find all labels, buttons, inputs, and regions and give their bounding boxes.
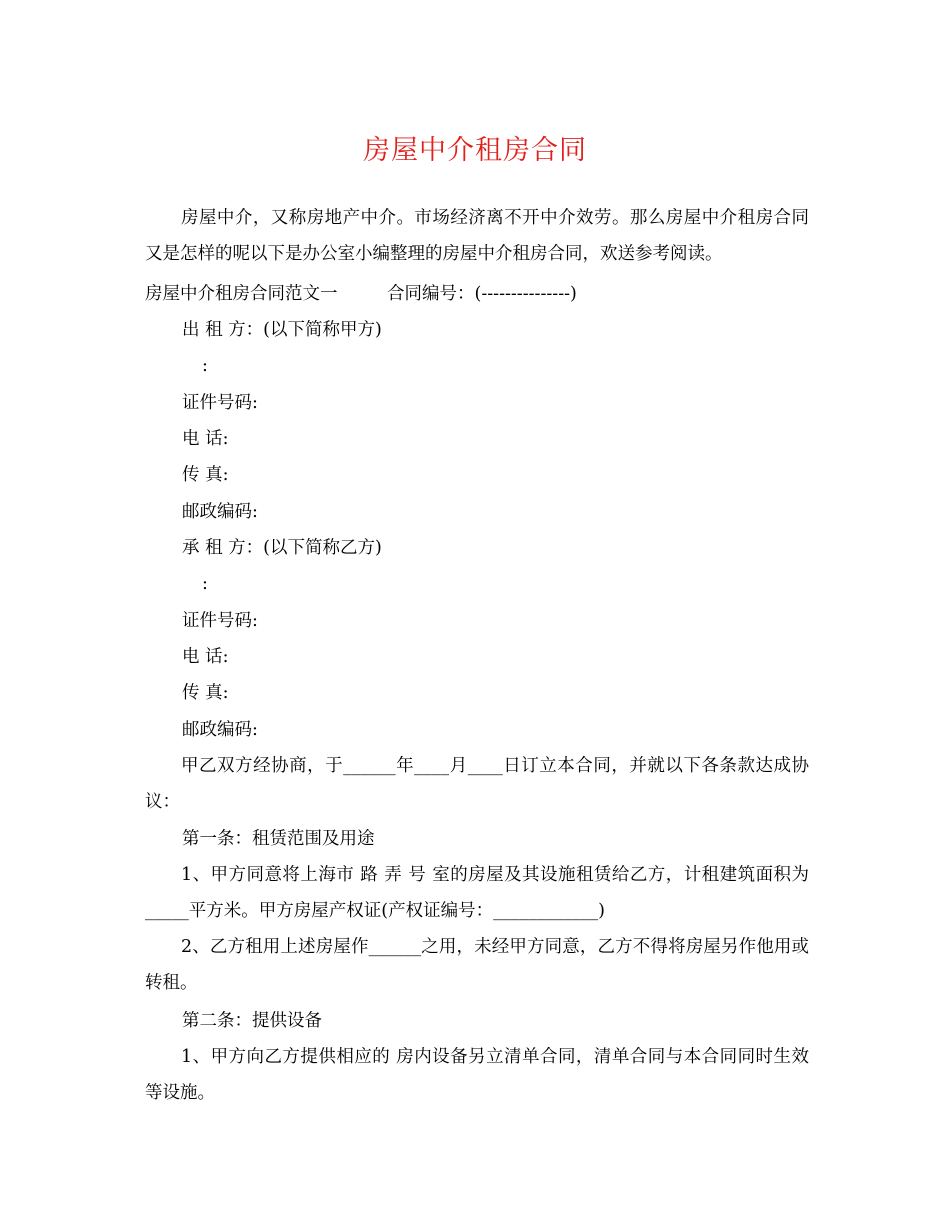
lessee-phone: 电 话: [182, 647, 229, 667]
article1-item2: 2、乙方租用上述房屋作______之用，未经甲方同意，乙方不得将房屋另作他用或转租。 [145, 937, 809, 993]
article2-item1: 1、甲方向乙方提供相应的 房内设备另立清单合同，清单合同与本合同同时生效等设施。 [145, 1047, 809, 1103]
lessor-name-colon: : [202, 356, 208, 376]
lessor-postcode: 邮政编码: [182, 502, 258, 522]
contract-number: 合同编号：(---------------) [387, 284, 577, 304]
lessee-postcode: 邮政编码: [182, 720, 258, 740]
lessee-heading: 承 租 方：(以下简称乙方) [182, 538, 382, 558]
article1-heading: 第一条：租赁范围及用途 [182, 829, 375, 849]
lessee-id-number: 证件号码: [182, 611, 258, 631]
agreement-paragraph: 甲乙双方经协商，于______年____月____日订立本合同，并就以下各条款达成协议： [145, 756, 809, 812]
lessor-phone: 电 话: [182, 429, 229, 449]
lessee-fax: 传 真: [182, 683, 229, 703]
lessor-id-number: 证件号码: [182, 393, 258, 413]
article2-heading: 第二条：提供设备 [182, 1011, 322, 1031]
intro-paragraph: 房屋中介，又称房地产中介。市场经济离不开中介效劳。那么房屋中介租房合同又是怎样的呢以下是办公室小编整理的房屋中介租房合同，欢送参考阅读。 [145, 208, 809, 264]
lessee-name-colon: : [202, 574, 208, 594]
sample-heading: 房屋中介租房合同范文一 [145, 284, 338, 304]
lessor-fax: 传 真: [182, 465, 229, 485]
article1-item1: 1、甲方同意将上海市 路 弄 号 室的房屋及其设施租赁给乙方，计租建筑面积为_____平方米。甲方房屋产权证(产权证编号：____________) [145, 865, 809, 921]
document-title: 房屋中介租房合同 [363, 135, 587, 166]
lessor-heading: 出 租 方：(以下简称甲方) [182, 320, 382, 340]
